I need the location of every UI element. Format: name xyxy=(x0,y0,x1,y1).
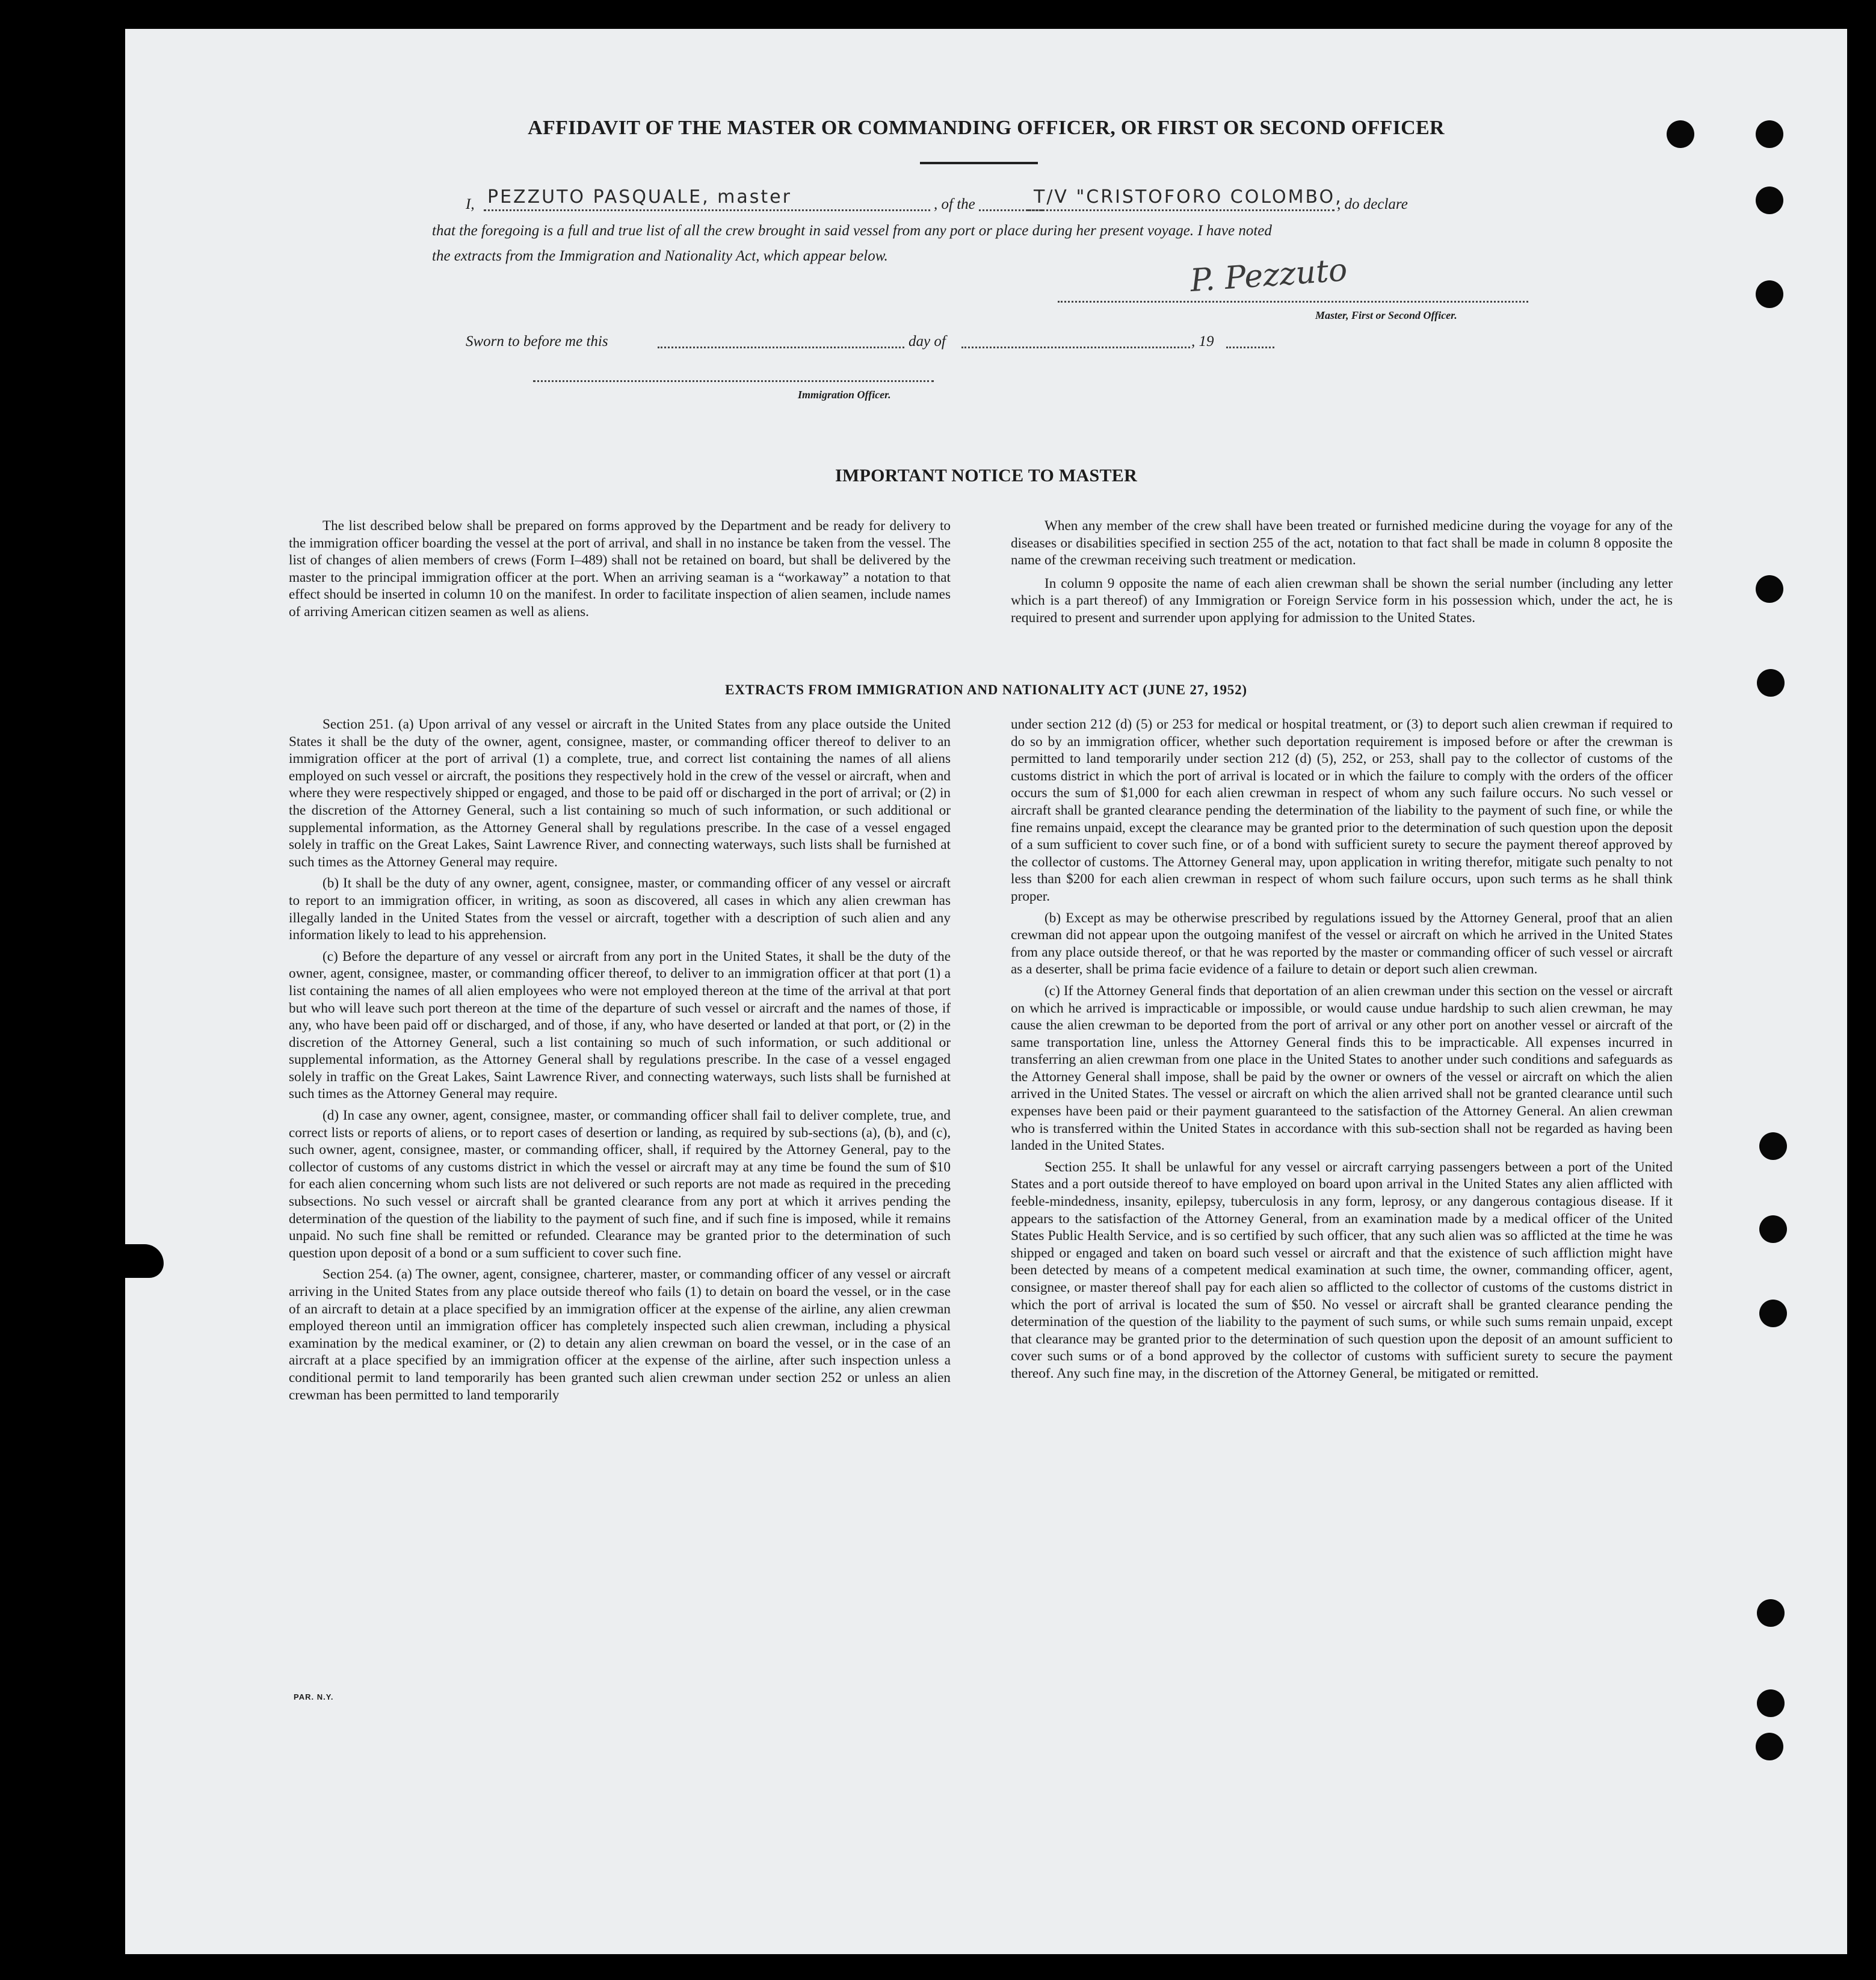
declaration-do-declare: , do declare xyxy=(1337,196,1408,212)
section-251-d: (d) In case any owner, agent, consignee, master, or commanding officer shall fail to deliver complete, true, and correct lists or reports of aliens, or to report cases of desertion or landing, as required by sub-sections (a), (b), and (c), such owner, agent, consignee, master, or commanding officer, shall, if required by the Attorney General, pay to the collector of customs of any customs district in which the vessel or aircraft may at any time be found the sum of $10 for each alien concerning whom such lists are not delivered or such reports are not made as required in the preceding subsections. No such vessel or aircraft shall be granted clearance from any port at which it arrives pending the determination of the question of the liability to the payment of such fine, and if such fine is imposed, while it remains unpaid. No such fine shall be remitted or refunded. Clearance may be granted prior to the determination of such question upon deposit of a bond or a sum sufficient to cover such fine. xyxy=(289,1108,951,1261)
notice-left-column xyxy=(289,517,951,625)
punch-hole xyxy=(1757,1689,1785,1717)
master-signature: P. Pezzuto xyxy=(1189,251,1349,300)
vessel-name-handwritten: T/V "CRISTOFORO COLOMBO, xyxy=(1034,187,1343,208)
sworn-text: Sworn to before me this xyxy=(466,333,608,350)
signer-label: Master, First or Second Officer. xyxy=(1315,309,1457,321)
punch-hole xyxy=(1759,1215,1787,1243)
extracts-left-column xyxy=(289,716,951,1408)
officer-label: Immigration Officer. xyxy=(798,389,891,401)
affidavit-title: AFFIDAVIT OF THE MASTER OR COMMANDING OFFICER, OR FIRST OR SECOND OFFICER xyxy=(528,117,1445,139)
punch-hole xyxy=(1759,1300,1787,1327)
section-254-a: Section 254. (a) The owner, agent, consignee, charterer, master, or commanding officer of any vessel or aircraft arriving in the United States from any place outside thereof who fails (1) to detain on board the vessel, or in the case of an aircraft to detain at a place specified by an immigration officer at the expense of the airline, any alien crewman employed thereon until an immigration officer has completely inspected such alien crewman, including a physical examination by the medical examiner, or (2) to detain any alien crewman on board the vessel, or in the case of an aircraft at a place specified by an immigration officer at the expense of the airline, after such inspection unless a conditional permit to land temporarily has been granted such alien crewman under section 252 or unless an alien crewman has been permitted to land temporarily xyxy=(289,1266,951,1403)
year-text: , 19 xyxy=(1191,333,1214,350)
punch-hole xyxy=(1757,669,1785,697)
torn-edge xyxy=(125,1244,164,1278)
sworn-date-dotted-line xyxy=(658,347,904,348)
notice-right-paragraph-2: In column 9 opposite the name of each alien crewman shall be shown the serial number (including any letter which is a part thereof) of any Immigration or Foreign Service form in his possession which, under the act, he is required to present and surrender upon applying for admission to the United States. xyxy=(1011,575,1673,626)
notice-right-paragraph-1: When any member of the crew shall have been treated or furnished medicine during the voyage for any of the diseases or disabilities specified in section 255 of the act, notation to that fact shall be made in column 8 opposite the name of the crewman receiving such treatment or medication. xyxy=(1011,518,1673,569)
month-dotted-line xyxy=(961,347,1190,348)
extracts-title: EXTRACTS FROM IMMIGRATION AND NATIONALITY ACT (JUNE 27, 1952) xyxy=(725,682,1247,697)
section-255: Section 255. It shall be unlawful for any vessel or aircraft carrying passengers between a port of the United States and a port outside thereof to have employed on board upon arrival in the United States any alien afflicted with feeble-mindedness, insanity, epilepsy, tuberculosis in any form, leprosy, or any dangerous contagious disease. If it appears to the satisfaction of the Attorney General, from an examination made by a medical officer of the United States Public Health Service, and is so certified by such officer, that any such alien was so afflicted at the time he was shipped or engaged and taken on board such vessel or aircraft and that the existence of such affliction might have been detected by means of a competent medical examination at such time, the owner, commanding officer, agent, consignee, or master thereof shall pay for each alien so afflicted to the collector of customs of the customs district in which the port of arrival is located the sum of $50. No vessel or aircraft shall be granted clearance pending the determination of the question of the liability to the payment of such sums, or while such sums remain unpaid, except that clearance may be granted prior to the determination of such question upon the deposit of an amount sufficient to cover such sums or of a bond approved by the collector of customs with sufficient surety to secure the payment thereof. Any such fine may, in the discretion of the Attorney General, be mitigated or remitted. xyxy=(1011,1159,1673,1381)
punch-hole xyxy=(1667,120,1694,148)
section-254-b: (b) Except as may be otherwise prescribed by regulations issued by the Attorney General, proof that an alien crewman did not appear upon the outgoing manifest of the vessel or aircraft on which he arrived in the United States from any place outside thereof, or that he was reported by the master or commanding officer of such vessel or aircraft as a deserter, shall be prima facie evidence of a failure to detain or deport such alien crewman. xyxy=(1011,910,1673,978)
declaration-statement-1: that the foregoing is a full and true list of all the crew brought in said vessel from any port or place during her present voyage. I have noted xyxy=(432,223,1272,239)
signature-dotted-line xyxy=(1058,301,1528,303)
notice-left-paragraph: The list described below shall be prepared on forms approved by the Department and be ready for delivery to the immigration officer boarding the vessel at the port of arrival, and shall in no instance be taken from the vessel. The list of changes of alien members of crews (Form I–489) shall not be retained on board, but shall be delivered by the master to the principal immigration officer at the port. When an arriving seaman is a “workaway” a notation to that effect should be inserted in column 10 on the manifest. In order to facilitate inspection of alien seamen, include names of arriving American citizen seamen as well as aliens. xyxy=(289,518,951,620)
declaration-of-the: , of the xyxy=(931,196,978,213)
notice-right-column xyxy=(1011,517,1673,631)
punch-hole xyxy=(1759,1132,1787,1160)
notice-title: IMPORTANT NOTICE TO MASTER xyxy=(835,466,1138,486)
year-dotted-line xyxy=(1226,347,1274,348)
day-of-text: day of xyxy=(909,333,946,350)
punch-hole xyxy=(1756,120,1783,148)
section-254-a-continued: under section 212 (d) (5) or 253 for medical or hospital treatment, or (3) to deport such alien crewman if required to do so by an immigration officer, whether such deportation requirement is imposed before or after the crewman is permitted to land temporarily under section 212 (d) (5), 252, or 253, shall pay to the collector of customs of the customs district in which the port of arrival is located or in which the failure to comply with the orders of the officer occurs the sum of $1,000 for each alien crewman in respect of whom any such failure occurs. No such vessel or aircraft shall be granted clearance pending the determination of the liability to the payment of such fine, or while the fine remains unpaid, except the clearance may be granted prior to the determination of such question upon the deposit of a sum sufficient to cover such fine, or of a bond with sufficient surety to secure the payment thereof approved by the collector of customs. The Attorney General may, upon application in writing therefor, mitigate such penalty to not less than $200 for each alien crewman in respect of whom such failure occurs, upon such terms as he shall think proper. xyxy=(1011,717,1673,904)
printer-mark: PAR. N.Y. xyxy=(294,1692,334,1701)
document-page xyxy=(125,29,1847,1954)
extracts-right-column xyxy=(1011,716,1673,1387)
declaration-i: I, xyxy=(466,196,475,212)
section-251-c: (c) Before the departure of any vessel or aircraft from any port in the United States, it shall be the duty of the owner, agent, consignee, master, or commanding officer thereof, to deliver to an immigration officer at that port (1) a list containing the names of all alien employees who were not employed thereon at the time of the arrival at that port but who will leave such port thereon at the time of the departure of such vessel or aircraft and the names of those, if any, who have been paid off or discharged, and of those, if any, who have deserted or landed at that port, or (2) in the discretion of the Attorney General, such a list containing so much of such information, or such additional or supplemental information, as the Attorney General shall by regulations prescribe. In the case of a vessel engaged solely in traffic on the Great Lakes, Saint Lawrence River, and connecting waterways, such lists shall be furnished at such times as the Attorney General may require. xyxy=(289,948,951,1102)
punch-hole xyxy=(1756,1733,1783,1760)
section-251-a: Section 251. (a) Upon arrival of any vessel or aircraft in the United States from any place outside the United States it shall be the duty of the owner, agent, consignee, master, or commanding officer thereof to deliver to an immigration officer at the port of arrival (1) a complete, true, and correct list containing the names of all aliens employed on such vessel or aircraft, the positions they respectively hold in the crew of the vessel or aircraft, when and where they were respectively shipped or engaged, and those to be paid off or discharged in the port of arrival; or (2) in the discretion of the Attorney General, such a list containing so much of such information, or such additional or supplemental information, as the Attorney General shall by regulations prescribe. In the case of a vessel engaged solely in traffic on the Great Lakes, Saint Lawrence River, and connecting waterways, such lists shall be furnished at such times as the Attorney General may require. xyxy=(289,717,951,870)
punch-hole xyxy=(1756,280,1783,308)
punch-hole xyxy=(1756,575,1783,603)
title-rule xyxy=(920,162,1038,164)
section-251-b: (b) It shall be the duty of any owner, agent, consignee, master, or commanding officer of any vessel or aircraft to report to an immigration officer, in writing, as soon as discovered, all cases in which any alien crewman has illegally landed in the United States from the vessel or aircraft, together with a description of such alien and any information likely to lead to his apprehension. xyxy=(289,875,951,943)
officer-dotted-line xyxy=(533,380,934,382)
vessel-dotted-line xyxy=(1028,209,1334,211)
master-name-handwritten: PEZZUTO PASQUALE, master xyxy=(487,187,792,208)
punch-hole xyxy=(1757,1599,1785,1627)
declaration-statement-2: the extracts from the Immigration and Nationality Act, which appear below. xyxy=(432,248,888,264)
punch-hole xyxy=(1756,187,1783,214)
section-254-c: (c) If the Attorney General finds that deportation of an alien crewman under this section on the vessel or aircraft on which he arrived is impracticable or impossible, or would cause undue hardship to such alien crewman, he may cause the alien crewman to be deported from the port of arrival or any other port on another vessel or aircraft of the same transportation line, unless the Attorney General finds this to be impracticable. All expenses incurred in transferring an alien crewman from one place in the United States to another under such conditions and safeguards as the Attorney General shall impose, shall be paid by the owner or owners of the vessel or aircraft on which the alien arrived in the United States. The vessel or aircraft on which the alien arrived shall not be granted clearance until such expenses have been paid or their payment guaranteed to the satisfaction of the Attorney General. An alien crewman who is transferred within the United States in accordance with this sub-section shall not be regarded as having been landed in the United States. xyxy=(1011,982,1673,1154)
